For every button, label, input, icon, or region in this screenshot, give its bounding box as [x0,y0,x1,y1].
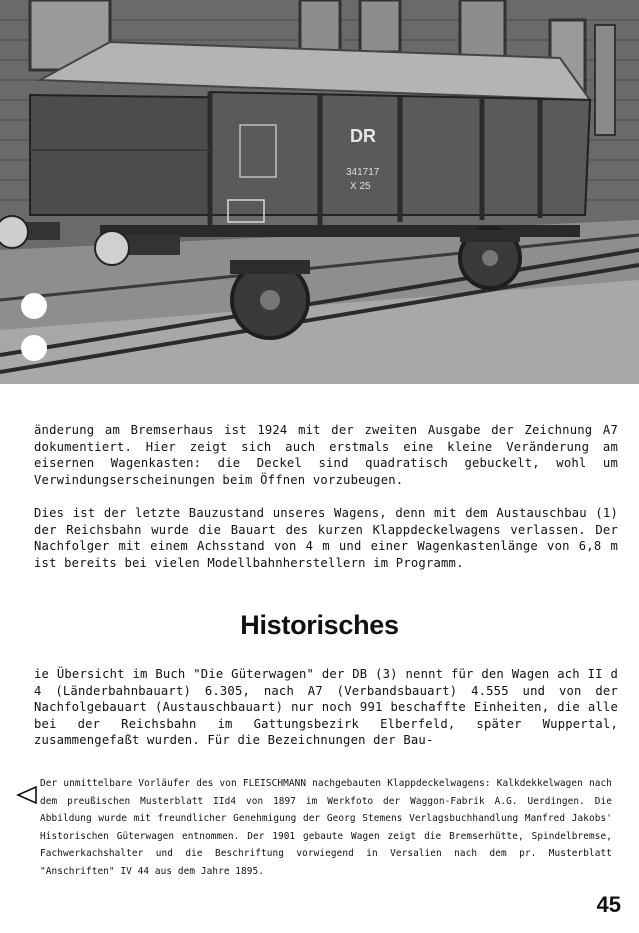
paragraph-historisches: ie Übersicht im Buch "Die Güterwagen" der DB (3) nennt für den Wagen ach II d 4 (Länderbahnbauart) 6.305, nach A7 (Verbandsbauart) 4.555 und von der Nachfolgebauart (Austauschbauart) nur noch 991 beschaffte Einheiten, die alle bei der Reichsbahn im Gattungsbezirk Elberfeld, später Wuppertal, zusammengefaßt wurden. Für die Bezeichnungen der Bau- [34,667,618,748]
paragraph-bremserhaus: änderung am Bremserhaus ist 1924 mit der zweiten Ausgabe der Zeichnung A7 dokumentiert. Hier zeigt sich auch erstmals eine kleine Veränderung am eisernen Wagenkasten: die Deckel sind quadratisch gebuckelt, wohl um Verwindungserscheinungen beim Öffnen vorzubeugen. [34,423,618,487]
section-heading: Historisches [240,610,399,640]
wagon-emblem: DR [350,126,376,146]
photo-caption: Der unmittelbare Vorläufer des von FLEISCHMANN nachgebauten Klappdeckelwagens: Kalkdekkelwagen nach dem preußischen Musterblatt IId4 von 1897 im Werkfoto der Waggon-Fabrik A.G. Uerdingen. Die Abbildung wurde mit freundlicher Genehmigung der Georg Stemens Verlagsbuchhandlung Manfred Jakobs' Historischen Güterwagen entnommen. Der 1901 gebaute Wagen zeigt die Bremserhütte, Spindelbremse, Fachwerkachshalter und die Beschriftung vorwiegend in Versalien nach dem pr. Musterblatt "Anschriften" IV 44 aus dem Jahre 1895. [40,778,612,877]
paragraph-bauzustand: Dies ist der letzte Bauzustand unseres Wagens, denn mit dem Austauschbau (1) der Reichsbahn wurde die Bauart des kurzen Klappdeckelwagens verlassen. Der Nachfolger mit einem Achsstand von 4 m und einer Wagenkastenlänge von 6,8 m ist bereits bei vielen Modellbahnherstellern im Programm. [34,506,618,570]
wagon-photo-image [0,0,639,384]
wagon-number: 341717 [346,167,380,178]
caption-pointer-arrow-icon [16,786,38,804]
wagon-code: X 25 [350,181,371,192]
wagon-photo [0,0,639,384]
page-number: 45 [596,892,621,917]
